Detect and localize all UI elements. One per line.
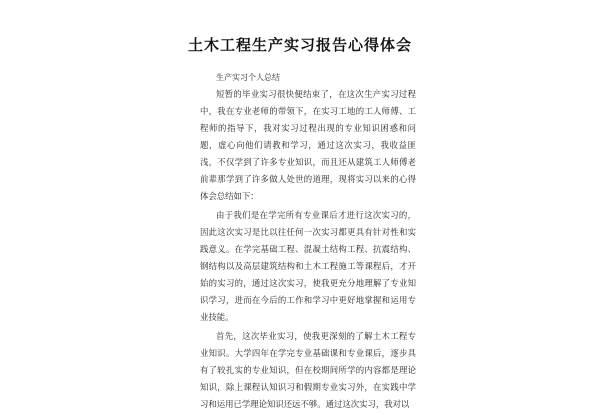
paragraph-first-point: 首先，这次毕业实习，使我更深刻的了解土木工程专业知识。大学四年在学完专业基础课和专业课后，逐步具有了较扎实的专业知识，但在校期间所学的内容都是理论知识，除上课程认知识习和假期专业实习外，在实践中学习和运用已学理论知识还远不够。通过这次实习，我对以 <box>200 331 416 409</box>
document-title: 土木工程生产实习报告心得体会 <box>187 36 412 54</box>
document-subtitle: 生产实习个人总结 <box>216 73 280 82</box>
paragraph-intro: 短暂的毕业实习很快便结束了，在这次生产实习过程中，我在专业老师的带领下，在实习工地的工人师傅、工程师的指导下，我对实习过程出现的专业知识困惑和问题，虚心向他们请教和学习，通过这次实习，我收益匪浅，不仅学到了许多专业知识，而且还从建筑工人师傅老前辈那学到了许多做人处世的道理，现将实习以来的心得体会总结如下： <box>200 89 416 201</box>
document-body <box>200 86 416 415</box>
paragraph-background: 由于我们是在学完所有专业课后才进行这次实习的，因此这次实习是比以往任何一次实习都更具有针对性和实践意义。在学完基础工程、混凝土结构工程、抗震结构、钢结构以及高层建筑结构和土木工程施工等课程后，才开始的实习的，通过这次实习，使我更充分地理解了专业知识学习，进而在今后的工作和学习中更好地掌握和运用专业技能。 <box>200 210 416 322</box>
